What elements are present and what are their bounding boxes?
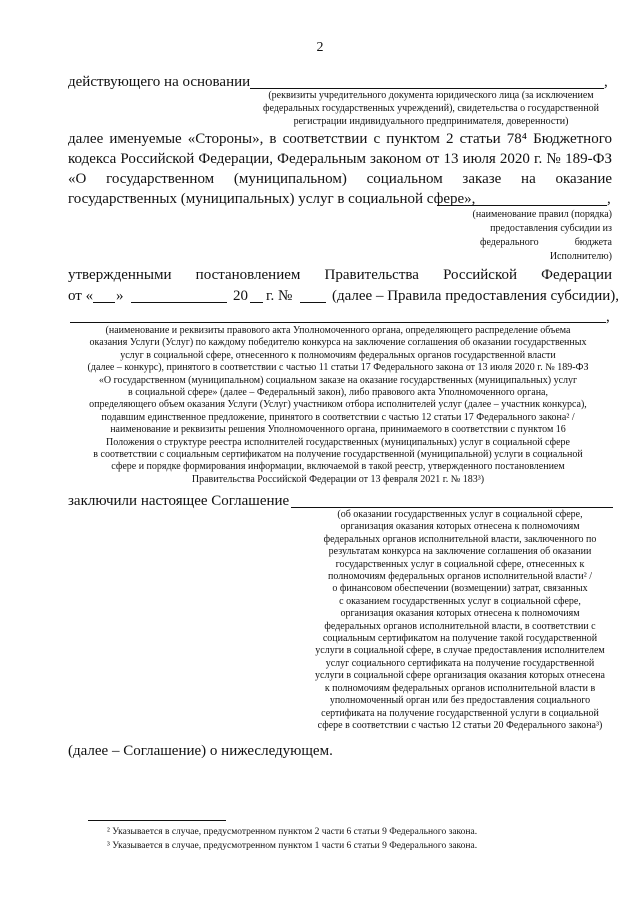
rules-note-line: предоставления субсидии из — [490, 223, 612, 234]
agreement-note — [295, 509, 625, 732]
page-number: 2 — [316, 40, 324, 55]
act-note-line: наименование и реквизиты решения Уполномоченного органа, принимаемого в соответствии с пунктом 16 — [110, 424, 566, 436]
act-note-line: Правительства Российской Федерации от 13 февраля 2021 г. № 183³) — [191, 473, 485, 485]
agreement-note-line: сфере в соответствии с частью 12 статьи 20 Федерального закона³) — [317, 719, 603, 731]
parties-line-2: кодекса Российской Федерации, Федеральным законом от 13 июля 2020 г. № 189-ФЗ — [68, 151, 612, 167]
act-note-line: определяющего объем оказания Услуги (Услуг) участником отбора исполнителей услуг (далее – участник конкурса), — [89, 399, 587, 411]
agreement-note-line: организация оказания которых отнесена к полномочиям — [340, 608, 580, 620]
agreement-note-line: о финансовом обеспечении (возмещении) затрат, связанных — [332, 583, 588, 595]
date-year: 20 — [233, 288, 248, 304]
year-fill-line — [250, 302, 263, 303]
date-tail: (далее – Правила предоставления субсидии), — [332, 288, 619, 304]
act-note — [40, 325, 636, 486]
rules-note-line: федерального бюджета — [480, 237, 612, 248]
agreement-note-line: услуги в социальной сфере, в случае предоставления исполнителем — [315, 645, 605, 657]
agreement-note-line: уполномоченный орган или без предоставления социального — [329, 695, 591, 707]
rules-fill-line — [437, 205, 607, 206]
month-fill-line — [131, 302, 227, 303]
act-note-line: Положения о структуре реестра исполнителей государственных (муниципальных) услуг в социальной сфере — [106, 436, 570, 448]
act-note-line: (далее – конкурс), принятого в соответствии с частью 11 статьи 17 Федерального закона от 13 июля 2020 г. № 189-ФЗ — [87, 362, 589, 374]
agreement-note-line: социальным сертификатом на получение такой государственной — [322, 633, 598, 645]
basis-label: действующего на основании — [68, 74, 251, 90]
rules-note-line: (наименование правил (порядка) — [472, 209, 612, 220]
rules-note — [440, 208, 612, 264]
act-note-line: оказания Услуги (Услуг) по каждому победителю конкурса на заключение соглашения об оказании государственных — [89, 337, 587, 349]
basis-note-line: федеральных государственных учреждений), свидетельства о государственной — [263, 103, 599, 114]
basis-note-line: (реквизиты учредительного документа юридического лица (за исключением — [268, 90, 594, 101]
rules-comma: , — [607, 191, 611, 207]
date-number-label: г. № — [266, 288, 293, 304]
act-note-line: подавшим единственное предложение, принятого в соответствии с частью 12 статьи 17 Федерального закона² / — [101, 411, 575, 423]
approved-line: утвержденными постановлением Правительства Российской Федерации — [68, 267, 612, 283]
agreement-note-line: услуги в социальной сфере организация оказания которых отнесена — [315, 670, 605, 682]
agreement-note-line: результатам конкурса на заключение соглашения об оказании — [328, 546, 592, 558]
act-comma: , — [606, 309, 610, 325]
number-fill-line — [300, 302, 326, 303]
basis-note — [246, 89, 616, 128]
footnote-3: ³ Указывается в случае, предусмотренном пунктом 1 части 6 статьи 9 Федерального закона. — [107, 841, 478, 851]
agreement-note-line: услуг социального сертификата на получение государственной — [325, 657, 595, 669]
agreement-note-line: федеральных органов исполнительной власти, заключенного по — [323, 533, 597, 545]
act-note-line: (наименование и реквизиты правового акта Уполномоченного органа, определяющего распределение объема — [105, 325, 571, 336]
act-note-line: в социальной сфере» (далее – Федеральный закон), либо правового акта Уполномоченного органа, — [128, 387, 548, 399]
agreement-note-line: с оказанием государственных услуг в социальной сфере, — [339, 595, 581, 607]
act-note-line: услуг в социальной сфере, отнесенного к полномочиям федеральных органов государственной власти — [120, 349, 556, 361]
agreement-note-line: полномочиям федеральных органов исполнительной власти² / — [327, 571, 593, 583]
footnote-separator — [88, 820, 226, 821]
footnote-2: ² Указывается в случае, предусмотренном пунктом 2 части 6 статьи 9 Федерального закона. — [107, 827, 478, 837]
rules-note-line: Исполнителю) — [549, 251, 612, 262]
agreement-note-line: федеральных органов исполнительной власти, в соответствии с — [324, 620, 596, 632]
closing-line: (далее – Соглашение) о нижеследующем. — [68, 743, 333, 759]
parties-line-3: «О государственном (муниципальном) социальном заказе на оказание — [68, 171, 612, 187]
basis-comma: , — [604, 74, 608, 90]
date-close-quote: » — [116, 288, 124, 304]
act-note-line: сфере и порядке формирования информации, включаемой в такой реестр, утвержденного постановлением — [111, 461, 565, 473]
agreement-note-line: сертификата на получение государственной услуги в социальной — [321, 707, 599, 719]
date-from: от « — [68, 288, 94, 304]
day-fill-line — [93, 302, 115, 303]
agreement-note-line: государственных услуг в социальной сфере, отнесенных к — [335, 558, 585, 570]
parties-line-4: государственных (муниципальных) услуг в социальной сфере», — [68, 191, 476, 207]
agreement-fill-line — [291, 507, 613, 508]
act-note-line: в соответствии с социальным сертификатом на получение государственной (муниципальной) услуги в социальной — [93, 449, 583, 461]
agreement-note-line: (об оказании государственных услуг в социальной сфере, — [337, 509, 583, 520]
act-note-line: «О государственном (муниципальном) социальном заказе на оказание государственных (муниципальных) услуг — [98, 374, 578, 386]
agreement-note-line: к полномочиям федеральных органов исполнительной власти в — [324, 682, 596, 694]
parties-line-1: далее именуемые «Стороны», в соответствии с пунктом 2 статьи 78⁴ Бюджетного — [68, 131, 612, 147]
basis-note-line: регистрации индивидуального предпринимателя, доверенности) — [293, 116, 569, 127]
agreement-note-line: организация оказания которых отнесена к полномочиям — [340, 521, 580, 533]
concluded-label: заключили настоящее Соглашение — [68, 493, 290, 509]
act-fill-line — [70, 322, 606, 323]
